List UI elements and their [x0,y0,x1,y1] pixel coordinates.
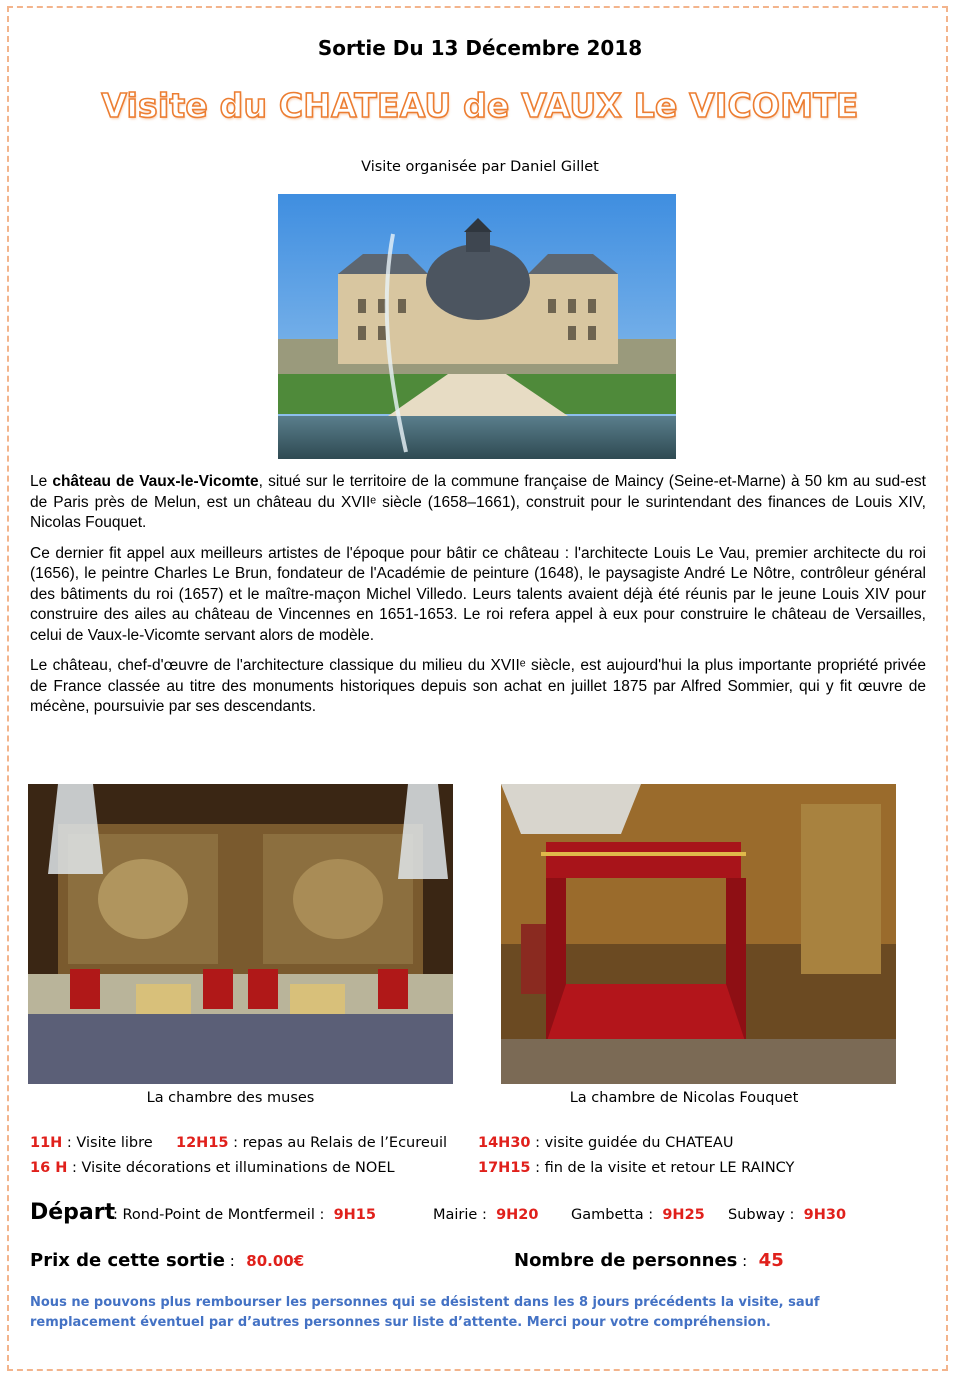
chateau-photo [278,194,676,459]
schedule-desc: : Visite libre [62,1135,153,1151]
schedule-desc: : Visite décorations et illuminations de NOEL [67,1160,395,1176]
departure-stop-1 [113,1207,376,1223]
stop-time: 9H20 [496,1207,539,1223]
stop-time: 9H30 [803,1207,847,1223]
intro-paragraph-3: Le château, chef-d'œuvre de l'architecture classique du milieu du XVIIᵉ siècle, est aujourd'hui la plus importante propriété privée de France classée au titre des monuments historiques depuis son achat en juillet 1875 par Alfred Sommier, qui y fit œuvre de mécène, poursuivie par ses descendants. [30,657,926,715]
departure-stop-3 [571,1207,705,1223]
intro-paragraph-2: Ce dernier fit appel aux meilleurs artistes de l'époque pour bâtir ce château : l'architecte Louis Le Vau, premier architecte du roi (1656), le peintre Charles Le Brun, fondateur de l'Académie de peinture (1648), le paysagiste André Le Nôtre, contrôleur général des bâtiments du roi (1657) et le maître-maçon Michel Villedo. Leurs talents avaient déjà été réunis par le jeune Louis XIV pour construire des ailes au château de Vincennes en 1651-1653. Le roi refera appel à eux pour construire le château de Versailles, celui de Vaux-le-Vicomte servant alors de modèle. [30,544,926,644]
caption-left: La chambre des muses [146,1090,315,1106]
stop-place: Gambetta : [571,1207,654,1223]
people-line [514,1250,784,1271]
fouquet-room-photo [501,784,896,1084]
chateau-name: château de Vaux-le-Vicomte [52,473,259,490]
departure-title: Départ [30,1200,116,1225]
stop-time: 9H25 [662,1207,705,1223]
schedule-time: 12H15 [176,1135,229,1151]
schedule-item-2 [176,1135,447,1151]
intro-p1-rest: , situé sur le territoire de la commune française de Maincy (Seine-et-Marne) à 50 km au sud-est de Paris près de Melun, est un château du XVIIᵉ siècle (1658–1661), construit pour le surintendant des finances de Louis XIV, Nicolas Fouquet. [30,473,926,531]
schedule-time: 11H [30,1135,63,1151]
people-value: 45 [758,1250,784,1271]
price-line [30,1250,304,1271]
people-sep: : [737,1252,748,1270]
people-label: Nombre de personnes [514,1250,738,1271]
refund-notice: Nous ne pouvons plus rembourser les personnes qui se désistent dans les 8 jours précédents la visite, sauf remplacement éventuel par d’autres personnes sur liste d’attente. Merci pour votre compréhension. [30,1295,820,1330]
schedule-item-4 [30,1160,395,1176]
departure-stop-4 [728,1207,846,1223]
departure-stop-2 [433,1207,538,1223]
muses-room-photo [28,784,453,1084]
schedule-time: 17H15 [478,1160,531,1176]
price-label: Prix de cette sortie [30,1250,225,1271]
page-title: Visite du CHATEAU de VAUX Le VICOMTE [101,86,859,125]
schedule-time: 14H30 [478,1135,531,1151]
stop-place: : Rond-Point de Montfermeil : [113,1207,325,1223]
stop-time: 9H15 [333,1207,376,1223]
outing-date: Sortie Du 13 Décembre 2018 [317,36,643,60]
price-value: 80.00€ [246,1252,305,1270]
schedule-desc: : visite guidée du CHATEAU [530,1135,734,1151]
stop-place: Subway : [728,1207,795,1223]
schedule-time: 16 H [30,1160,68,1176]
schedule-item-5 [478,1160,794,1176]
organizer-line: Visite organisée par Daniel Gillet [361,159,599,175]
schedule-item-1 [30,1135,153,1151]
stop-place: Mairie : [433,1207,487,1223]
intro-p1-start: Le [30,473,53,490]
schedule-item-3 [478,1135,733,1151]
schedule-desc: : repas au Relais de l’Ecureuil [228,1135,448,1151]
schedule-desc: : fin de la visite et retour LE RAINCY [530,1160,795,1176]
price-sep: : [224,1252,235,1270]
intro-paragraph-1 [30,472,926,534]
caption-right: La chambre de Nicolas Fouquet [569,1090,799,1106]
intro-text [30,472,926,728]
